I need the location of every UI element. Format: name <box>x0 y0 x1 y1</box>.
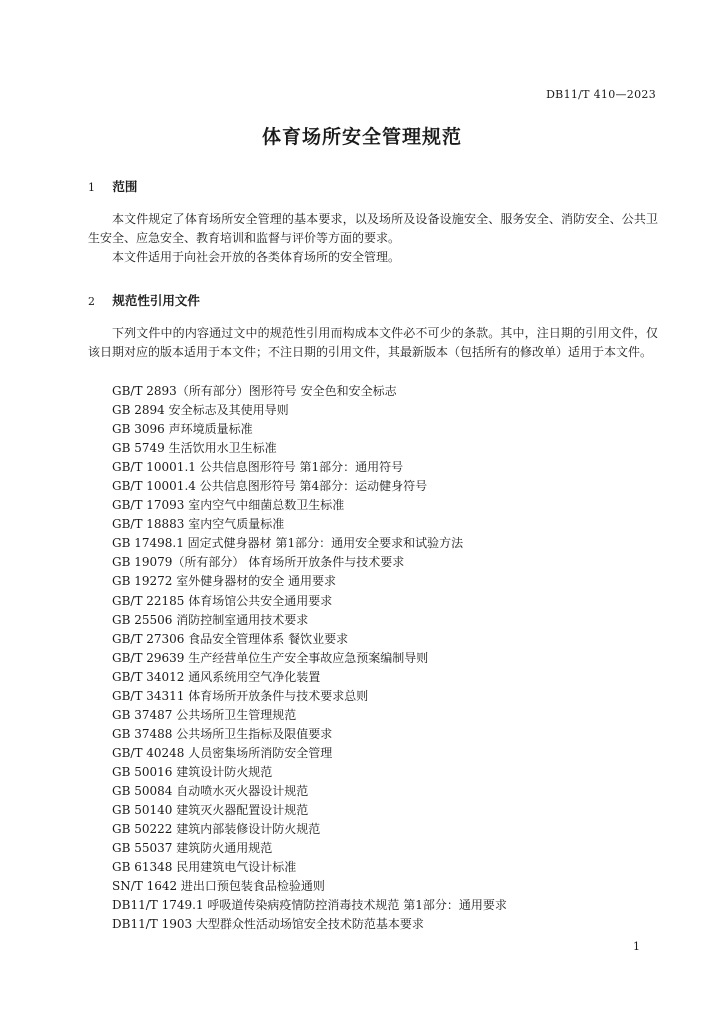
reference-item: GB 37488 公共场所卫生指标及限值要求 <box>112 726 333 741</box>
references-intro-paragraph: 下列文件中的内容通过文中的规范性引用而构成本文件必不可少的条款。其中，注日期的引用文件，仅该日期对应的版本适用于本文件；不注日期的引用文件，其最新版本（包括所有的修改单）适用于本文件。 <box>88 326 658 359</box>
section-heading-normative-references <box>88 291 200 309</box>
section-title: 范围 <box>112 179 138 194</box>
reference-item: GB 61348 民用建筑电气设计标准 <box>112 860 297 875</box>
reference-item: GB 55037 建筑防火通用规范 <box>112 841 273 856</box>
scope-paragraph-2: 本文件适用于向社会开放的各类体育场所的安全管理。 <box>112 250 401 264</box>
reference-item: GB/T 34012 通风系统用空气净化装置 <box>112 669 321 684</box>
reference-item: GB 50016 建筑设计防火规范 <box>112 764 273 779</box>
reference-item: GB 50140 建筑灭火器配置设计规范 <box>112 803 309 818</box>
reference-item: GB/T 10001.4 公共信息图形符号 第4部分：运动健身符号 <box>112 479 428 494</box>
section-heading-scope <box>88 177 137 195</box>
document-title: 体育场所安全管理规范 <box>261 126 462 148</box>
reference-item: GB 37487 公共场所卫生管理规范 <box>112 707 297 722</box>
reference-item: GB/T 27306 食品安全管理体系 餐饮业要求 <box>112 631 349 646</box>
scope-paragraph-1: 本文件规定了体育场所安全管理的基本要求，以及场所及设备设施安全、服务安全、消防安全、公共卫生安全、应急安全、教育培训和监督与评价等方面的要求。 <box>88 212 658 245</box>
reference-item: DB11/T 1903 大型群众性活动场馆安全技术防范基本要求 <box>112 917 424 932</box>
reference-item: GB/T 17093 室内空气中细菌总数卫生标准 <box>112 498 345 513</box>
reference-item: GB/T 10001.1 公共信息图形符号 第1部分：通用符号 <box>112 460 404 475</box>
section-number: 1 <box>88 181 95 194</box>
reference-item: GB/T 22185 体育场馆公共安全通用要求 <box>112 593 333 608</box>
reference-item: GB/T 40248 人员密集场所消防安全管理 <box>112 745 333 760</box>
reference-item: GB 19272 室外健身器材的安全 通用要求 <box>112 574 337 589</box>
document-code: DB11/T 410—2023 <box>546 88 656 101</box>
reference-item: GB/T 34311 体育场所开放条件与技术要求总则 <box>112 688 369 703</box>
reference-item: GB 17498.1 固定式健身器材 第1部分：通用安全要求和试验方法 <box>112 536 464 551</box>
page-number: 1 <box>633 940 640 953</box>
reference-item: GB/T 18883 室内空气质量标准 <box>112 517 285 532</box>
section-title: 规范性引用文件 <box>112 293 200 308</box>
reference-item: GB/T 2893（所有部分）图形符号 安全色和安全标志 <box>112 384 397 398</box>
section-number: 2 <box>88 295 95 308</box>
reference-item: GB/T 29639 生产经营单位生产安全事故应急预案编制导则 <box>112 650 429 665</box>
reference-item: GB 2894 安全标志及其使用导则 <box>112 403 289 418</box>
reference-list <box>112 382 672 934</box>
reference-item: GB 19079（所有部分） 体育场所开放条件与技术要求 <box>112 555 405 570</box>
reference-item: DB11/T 1749.1 呼吸道传染病疫情防控消毒技术规范 第1部分：通用要求 <box>112 898 507 913</box>
reference-item: SN/T 1642 进出口预包装食品检验通则 <box>112 879 325 894</box>
reference-item: GB 25506 消防控制室通用技术要求 <box>112 612 309 627</box>
reference-item: GB 50084 自动喷水灭火器设计规范 <box>112 783 309 798</box>
reference-item: GB 5749 生活饮用水卫生标准 <box>112 441 277 456</box>
reference-item: GB 50222 建筑内部装修设计防火规范 <box>112 822 321 837</box>
reference-item: GB 3096 声环境质量标准 <box>112 422 253 437</box>
